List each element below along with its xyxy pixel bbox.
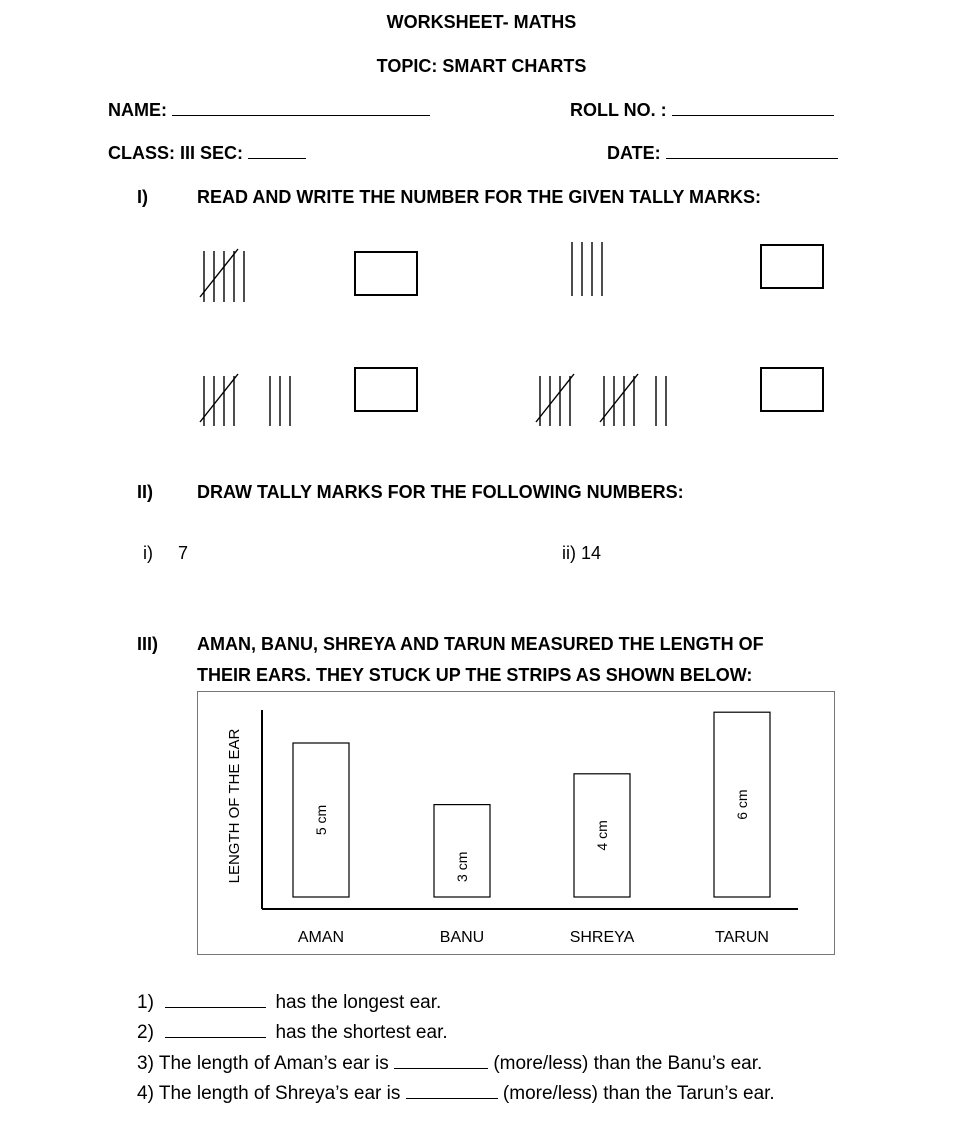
roll-label: ROLL NO. : — [570, 100, 667, 120]
section1-heading: READ AND WRITE THE NUMBER FOR THE GIVEN TALLY MARKS: — [197, 187, 762, 207]
question-text: has the shortest ear. — [275, 1022, 448, 1043]
bar-value-label: 6 cm — [734, 789, 750, 820]
date-label: DATE: — [607, 143, 661, 163]
section1-number: I) — [137, 187, 148, 207]
bar-value-label: 4 cm — [594, 820, 610, 851]
section3-heading-line1: AMAN, BANU, SHREYA AND TARUN MEASURED THE LENGTH OF — [197, 634, 764, 654]
draw-item-2: ii) 14 — [562, 543, 602, 563]
question-2 — [137, 1022, 448, 1044]
answer-blank[interactable] — [165, 1007, 266, 1008]
question-text-pre: The length of Shreya’s ear is — [158, 1083, 401, 1104]
worksheet-topic: TOPIC: SMART CHARTS — [376, 56, 587, 76]
question-3 — [137, 1053, 762, 1075]
class-label: CLASS: III SEC: — [108, 143, 244, 163]
draw-item-1-label: i) — [143, 543, 153, 563]
question-number: 2) — [137, 1022, 154, 1043]
name-label: NAME: — [108, 100, 167, 120]
section3-heading-line2: THEIR EARS. THEY STUCK UP THE STRIPS AS SHOWN BELOW: — [197, 665, 753, 685]
section2-number: II) — [137, 482, 153, 502]
question-4 — [137, 1083, 775, 1105]
y-axis-label: LENGTH OF THE EAR — [226, 728, 243, 884]
answer-blank[interactable] — [406, 1098, 498, 1099]
category-label-tarun: TARUN — [715, 929, 769, 946]
draw-item-1-value: 7 — [178, 543, 189, 563]
answer-blank[interactable] — [394, 1068, 488, 1069]
section3-number: III) — [137, 634, 158, 654]
question-number: 4) — [137, 1083, 154, 1104]
section2-heading: DRAW TALLY MARKS FOR THE FOLLOWING NUMBERS: — [197, 482, 684, 502]
question-text-post: (more/less) than the Banu’s ear. — [493, 1053, 763, 1074]
answer-blank[interactable] — [165, 1037, 266, 1038]
question-1 — [137, 992, 441, 1014]
bar-value-label: 5 cm — [313, 804, 329, 836]
bar-banu — [434, 805, 490, 897]
question-text-post: (more/less) than the Tarun’s ear. — [502, 1083, 775, 1104]
category-label-aman: AMAN — [297, 929, 345, 946]
category-label-shreya: SHREYA — [569, 929, 635, 946]
question-text-pre: The length of Aman’s ear is — [158, 1053, 389, 1074]
worksheet-title: WORKSHEET- MATHS — [386, 12, 577, 32]
question-number: 1) — [137, 992, 154, 1013]
question-number: 3) — [137, 1053, 154, 1074]
bar-value-label: 3 cm — [454, 851, 470, 882]
question-text: has the longest ear. — [275, 992, 442, 1013]
category-label-banu: BANU — [439, 929, 485, 946]
